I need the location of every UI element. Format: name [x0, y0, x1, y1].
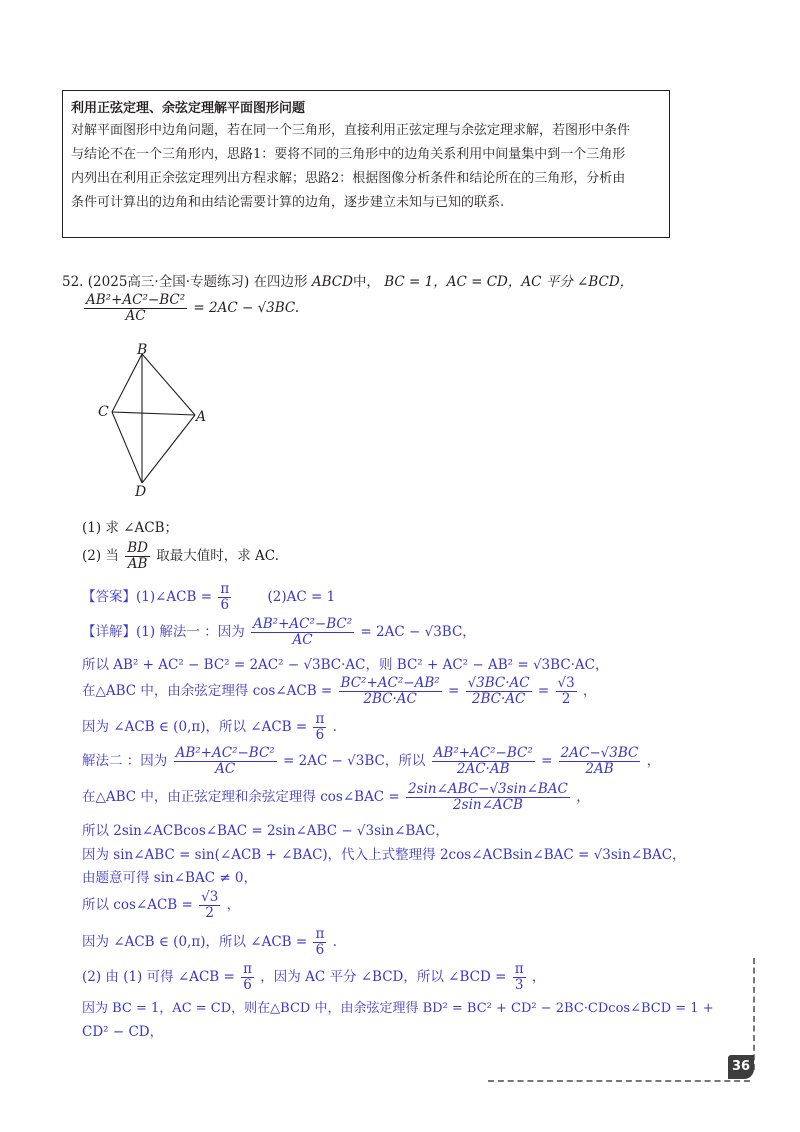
frac-den: 2BC·AC [471, 691, 526, 707]
method-box-line: 条件可计算出的边角和由结论需要计算的边角，逐步建立未知与已知的联系. [71, 195, 505, 210]
frac-den: 6 [220, 597, 230, 613]
detail-fraction [466, 676, 532, 707]
detail-text: (2) 由 (1) 可得 ∠ACB = [82, 969, 235, 985]
edge-bc [112, 354, 142, 412]
frac-num: 2sin∠ABC−√3sin∠BAC [408, 781, 568, 797]
detail-text: 在△ABC 中，由余弦定理得 cos∠ACB = [82, 683, 333, 699]
frac-num: AB²+AC²−BC² [433, 745, 533, 761]
detail-text: 解法二 ：因为 [82, 753, 168, 769]
frac-num: π [315, 926, 325, 942]
frac-num: BC²+AC²−AB² [340, 675, 440, 691]
frac-den: 6 [315, 942, 325, 958]
edge-ab [142, 354, 195, 415]
detail-line-2: 所以 AB² + AC² − BC² = 2AC² − √3BC·AC，则 BC² + AC² − AB² = √3BC·AC， [82, 657, 609, 673]
frac-num: AB²+AC²−BC² [86, 292, 186, 308]
frac-num: π [514, 961, 524, 977]
method-box [62, 90, 670, 238]
detail-tag: 【详解】 [82, 624, 136, 640]
detail-line-1 [82, 617, 476, 648]
detail-text: = 2AC − √3BC，所以 [283, 753, 426, 769]
problem-number: 52. [62, 274, 84, 290]
problem-quad: ABCD [311, 274, 353, 290]
edge-ad [142, 415, 195, 483]
method-box-line: 对解平面图形中边角问题，若在同一个三角形，直接利用正弦定理与余弦定理求解，若图形中条件 [71, 123, 631, 138]
frac-den: 2 [205, 905, 215, 921]
problem-cond: BC = 1，AC = CD，AC 平分 ∠BCD， [384, 274, 634, 290]
answer-1: (1)∠ACB = [136, 589, 213, 605]
detail-text: = [447, 683, 460, 699]
detail-text: = [541, 753, 553, 769]
label-c: C [98, 404, 109, 420]
label-a: A [196, 409, 207, 425]
frac-den: 2AC·AB [456, 761, 510, 777]
question-1: (1) 求 ∠ACB； [82, 520, 179, 536]
method-box-line: 内列出在利用正余弦定理列出方程求解；思路2：根据图像分析条件和结论所在的三角形，分析由 [71, 171, 626, 186]
frac-den: AC [125, 308, 146, 324]
frac-den: 2sin∠ACB [453, 797, 523, 813]
detail-fraction [556, 676, 577, 707]
frac-den: AC [215, 761, 236, 777]
detail-fraction [339, 676, 442, 707]
problem-source: (2025高三·全国·专题练习) [87, 274, 250, 290]
detail-text: ，因为 AC 平分 ∠BCD，所以 ∠BCD = [260, 969, 507, 985]
detail-fraction [559, 746, 641, 777]
detail-line-6 [82, 782, 590, 813]
frac-den: 6 [243, 977, 252, 993]
label-b: B [137, 342, 148, 358]
detail-text: ， [576, 789, 590, 805]
frac-num: AB²+AC²−BC² [175, 745, 275, 761]
page-number: 36 [728, 1055, 754, 1079]
method-box-line: 与结论不在一个三角形内，思路1：要将不同的三角形中的边角关系利用中间量集中到一个三角形 [71, 147, 626, 162]
detail-fraction [174, 746, 277, 777]
frac-num: BD [127, 540, 148, 556]
detail-line-3 [82, 676, 597, 707]
answer-line [82, 582, 335, 613]
frac-num: π [243, 961, 252, 977]
detail-text: . [332, 719, 337, 735]
answer-tag: 【答案】 [82, 589, 136, 605]
detail-text: 因为 ∠ACB ∈ (0,π)，所以 ∠ACB = [82, 934, 308, 950]
detail-fraction [406, 782, 570, 813]
q2-fraction [125, 541, 150, 572]
q2-text-b: 取最大值时，求 AC. [156, 548, 279, 564]
detail-text: ， [531, 969, 546, 985]
detail-fraction [313, 712, 326, 743]
detail-fraction [241, 962, 254, 993]
detail-line-5 [82, 746, 660, 777]
label-d: D [135, 484, 147, 500]
page-border-dashed-horizontal [488, 1080, 750, 1082]
problem-equation [82, 293, 299, 324]
detail-text: ， [583, 683, 597, 699]
frac-den: AC [292, 632, 313, 648]
detail-line-13: 因为 BC = 1，AC = CD，则在△BCD 中，由余弦定理得 BD² = BC² + CD² − 2BC·CDcos∠BCD = 1 + [82, 1001, 714, 1016]
problem-eq-fraction [84, 293, 187, 324]
detail-text: = [537, 683, 550, 699]
detail-text: 所以 cos∠ACB = [82, 897, 193, 913]
detail-line-11 [82, 927, 337, 958]
frac-num: √3 [201, 889, 219, 905]
method-box-title: 利用正弦定理、余弦定理解平面图形问题 [71, 101, 306, 116]
q2-text-a: (2) 当 [82, 548, 119, 564]
detail-fraction [199, 890, 220, 921]
frac-den: 2AB [585, 761, 614, 777]
problem-eq-rhs: = 2AC − √3BC. [193, 300, 300, 316]
detail-fraction [313, 927, 326, 958]
frac-num: √3BC·AC [467, 675, 530, 691]
detail-fraction [251, 617, 354, 648]
frac-num: AB²+AC²−BC² [253, 616, 353, 632]
frac-num: π [220, 581, 230, 597]
detail-text: = 2AC − √3BC， [360, 624, 476, 640]
detail-text: 因为 ∠ACB ∈ (0,π)，所以 ∠ACB = [82, 719, 308, 735]
question-2 [82, 541, 279, 572]
detail-line-12 [82, 962, 545, 993]
detail-line-7: 所以 2sin∠ACBcos∠BAC = 2sin∠ABC − √3sin∠BAC， [82, 823, 449, 839]
frac-den: 2BC·AC [363, 691, 417, 707]
problem-line-1 [62, 270, 633, 290]
diagonal-ac [112, 412, 195, 415]
answer-2: (2)AC = 1 [267, 589, 336, 605]
detail-text: 在△ABC 中，由正弦定理和余弦定理得 cos∠BAC = [82, 789, 400, 805]
page-border-dashed-vertical [753, 958, 755, 1070]
detail-fraction [432, 746, 535, 777]
answer-1-fraction [218, 582, 231, 613]
detail-text: (1) 解法一 ：因为 [136, 624, 245, 640]
detail-text: . [332, 934, 337, 950]
frac-num: √3 [557, 675, 575, 691]
detail-line-14: CD² − CD， [82, 1024, 164, 1040]
detail-fraction [513, 962, 526, 993]
frac-num: 2AC−√3BC [560, 745, 639, 761]
frac-den: 6 [315, 727, 325, 743]
frac-den: 2 [561, 691, 571, 707]
problem-stem-a: 在四边形 [253, 274, 308, 290]
detail-text: ， [226, 897, 241, 913]
frac-num: π [315, 711, 325, 727]
detail-line-9: 由题意可得 sin∠BAC ≠ 0， [82, 870, 258, 886]
detail-line-10 [82, 890, 240, 921]
frac-den: AB [127, 556, 148, 572]
frac-den: 3 [514, 977, 524, 993]
detail-text: ， [646, 753, 661, 769]
problem-stem-b: 中， [352, 274, 380, 290]
detail-line-8: 因为 sin∠ABC = sin(∠ACB + ∠BAC)，代入上式整理得 2cos∠ACBsin∠BAC = √3sin∠BAC， [82, 847, 686, 863]
detail-line-4 [82, 712, 337, 743]
edge-cd [112, 412, 142, 483]
